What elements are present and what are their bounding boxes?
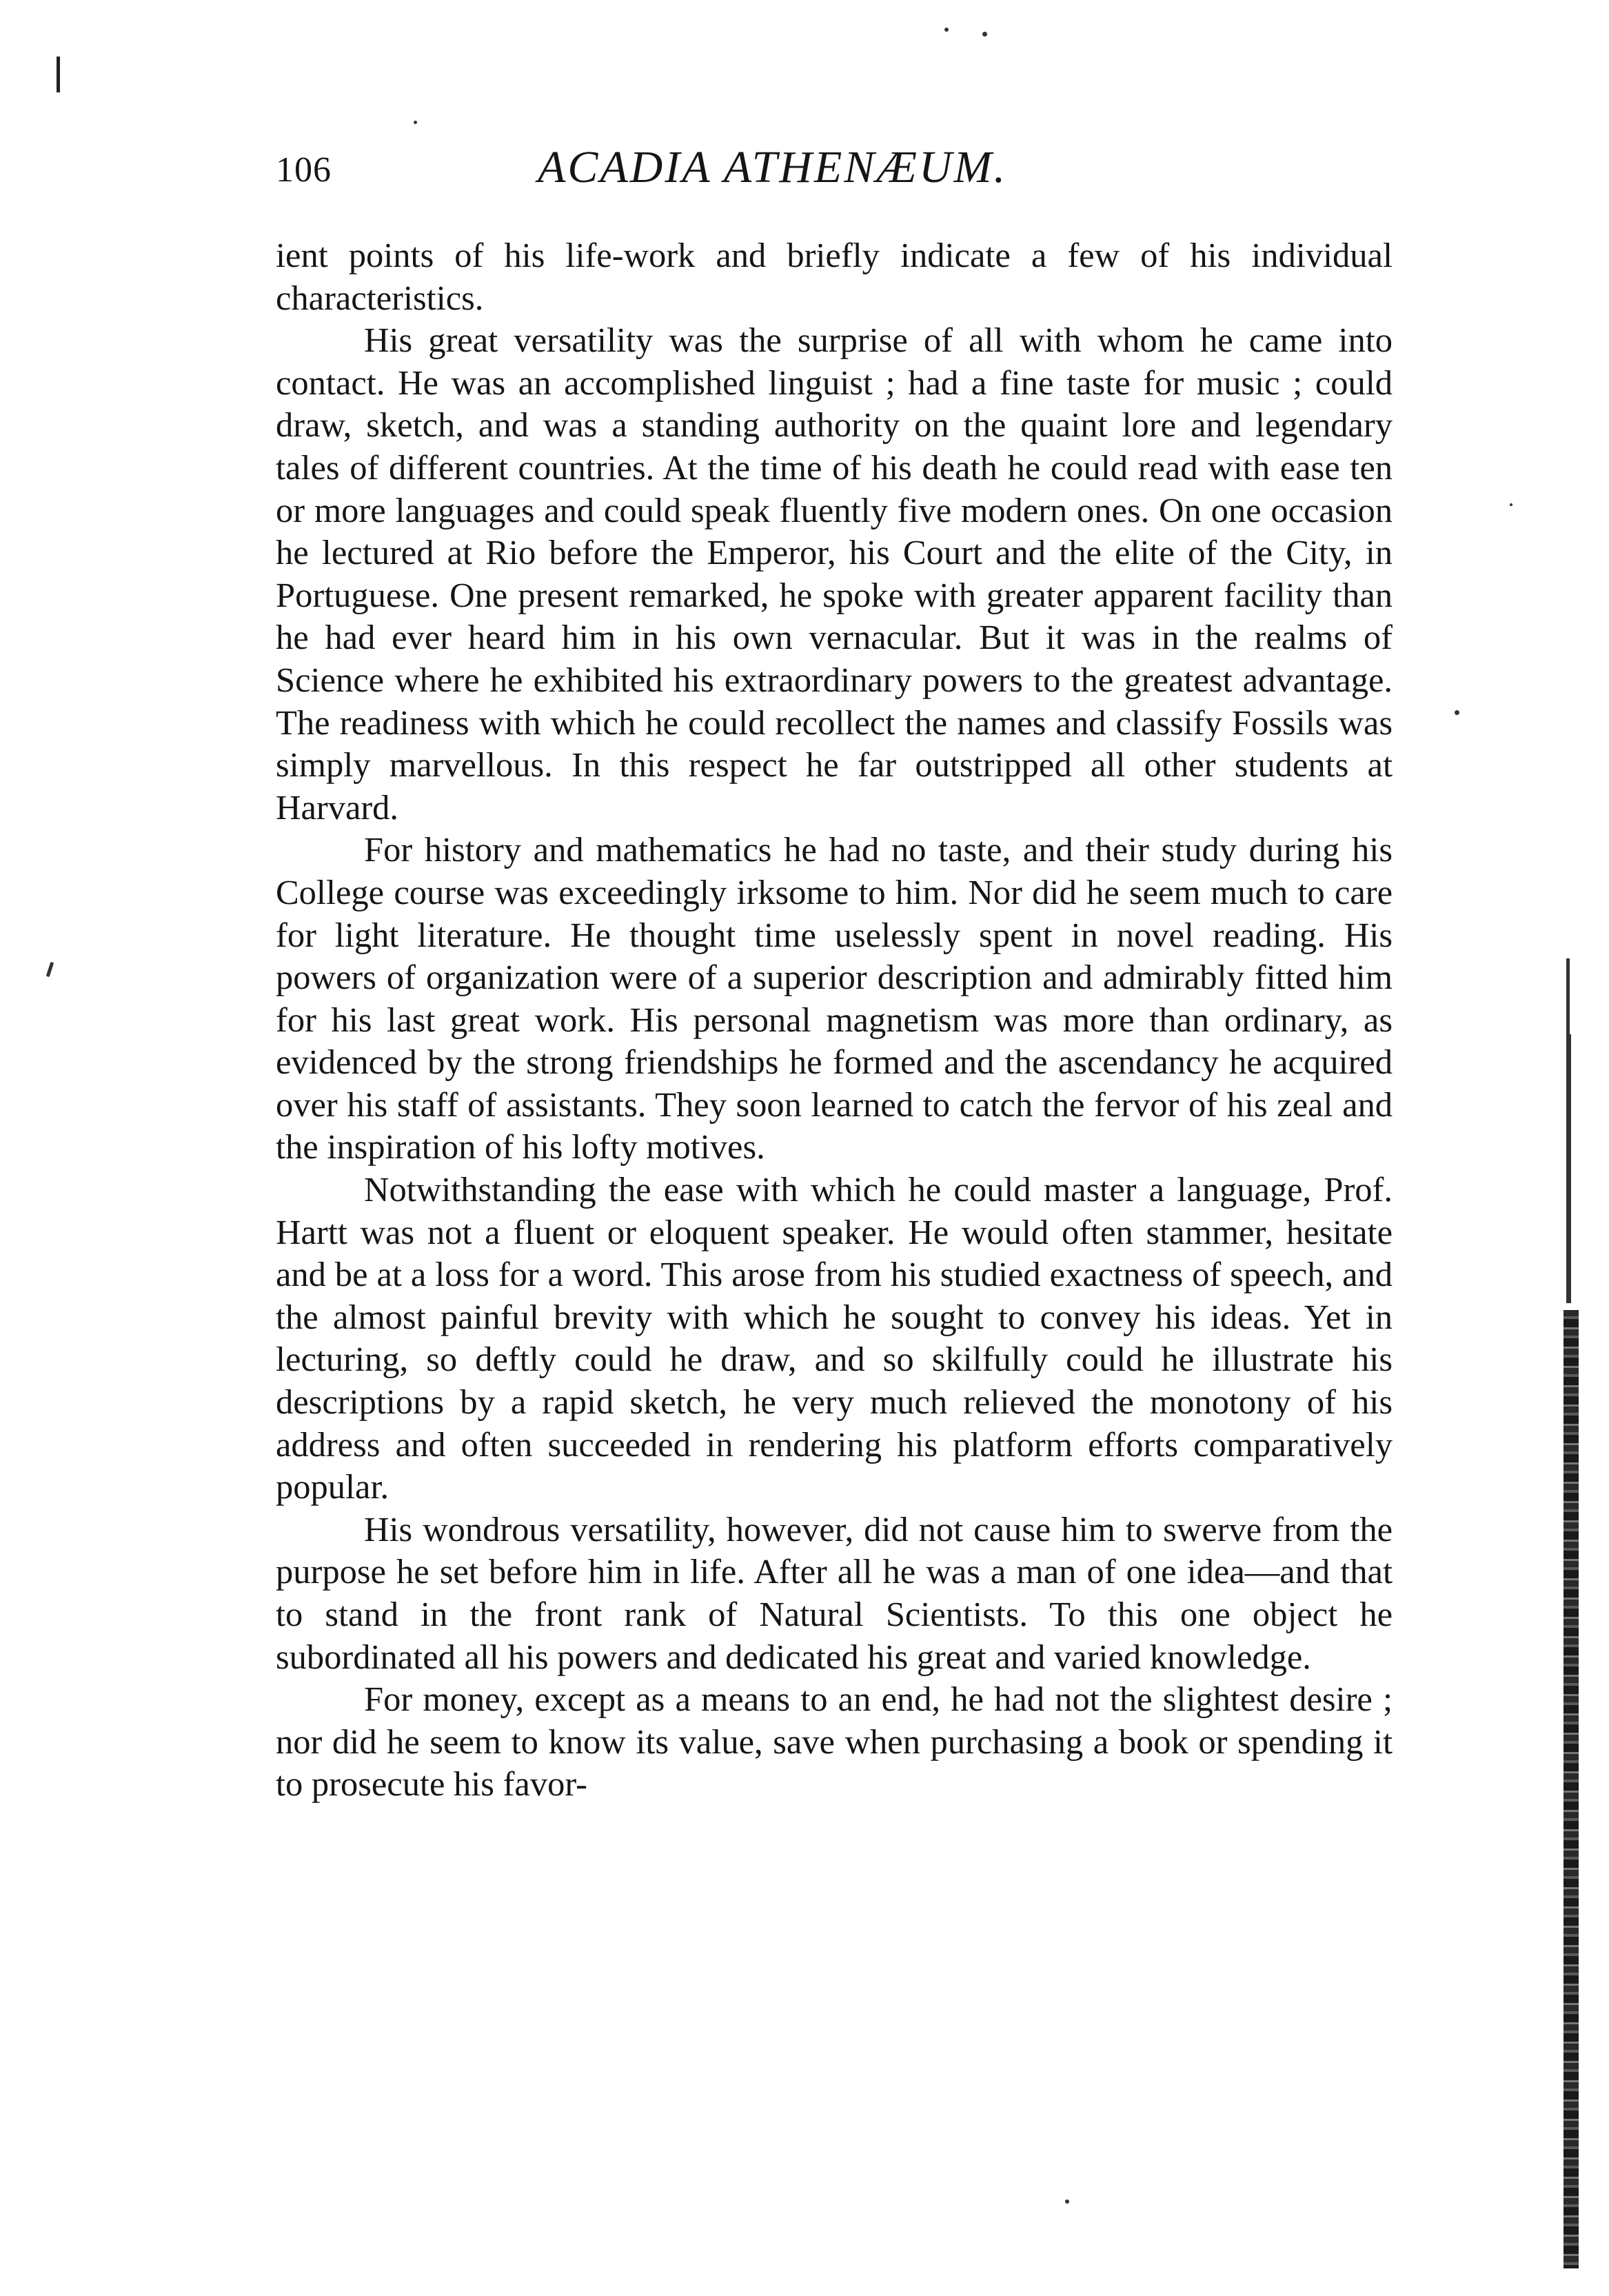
margin-tick-mark xyxy=(57,57,60,92)
article-body xyxy=(276,234,1393,1806)
speck-mark xyxy=(414,121,417,124)
speck-mark xyxy=(1510,503,1512,506)
paragraph-money: For money, except as a means to an end, he had not the slightest desire ; nor did he seem to know its value, save when purchasing a book or spending it to prosecute his favor- xyxy=(276,1680,1393,1804)
page-number: 106 xyxy=(276,150,332,190)
speck-mark xyxy=(1455,710,1459,715)
speck-mark xyxy=(46,962,54,977)
paragraph-versatility: His great versatility was the surprise of all with whom he came into contact. He was an accomplished linguist ; had a fine taste for music ; could draw, sketch, and was a standing authority on the quaint lore and legendary tales of different countries. At the time of his death he could read with ease ten or more languages and could speak fluently five modern ones. On one occasion he lectured at Rio before the Emperor, his Court and the elite of the City, in Portuguese. One present remarked, he spoke with greater apparent facility than he had ever heard him in his own vernacular. But it was in the realms of Science where he exhibited his extraordinary powers to the greatest advantage. The readiness with which he could recollect the names and classify Fossils was simply marvellous. In this respect he far outstripped all other students at Harvard. xyxy=(276,321,1393,827)
paragraph-speaker: Notwithstanding the ease with which he could master a language, Prof. Hartt was not a fluent or eloquent speaker. He would often stammer, hesitate and be at a loss for a word. This arose from his studied exactness of speech, and the almost painful brevity with which he sought to convey his ideas. Yet in lecturing, so deftly could he draw, and so skilfully could he illustrate his descriptions by a rapid sketch, he very much relieved the monotony of his address and often succeeded in rendering his platform efforts comparatively popular. xyxy=(276,1170,1393,1507)
binding-edge-line xyxy=(1566,1034,1571,1303)
binding-edge-shadow xyxy=(1564,1310,1579,2268)
paragraph-purpose: His wondrous versatility, however, did not cause him to swerve from the purpose he set before him in life. After all he was a man of one idea—and that to stand in the front rank of Natural Scientists. To this one object he subordinated all his powers and dedicated his great and varied knowledge. xyxy=(276,1509,1393,1676)
speck-mark xyxy=(1065,2199,1069,2204)
running-head xyxy=(276,141,1393,203)
paragraph-history: For history and mathematics he had no taste, and their study during his College course was exceedingly irksome to him. Nor did he seem much to care for light literature. He thought time uselessly spent in novel reading. His powers of organization were of a superior description and admirably fitted him for his last great work. His personal magnetism was more than ordinary, as evidenced by the strong friendships he formed and the ascendancy he acquired over his staff of assistants. They soon learned to catch the fervor of his zeal and the inspiration of his lofty motives. xyxy=(276,830,1393,1167)
speck-mark xyxy=(982,32,987,37)
paragraph-continuation: ient points of his life-work and briefly indicate a few of his individual characteristics. xyxy=(276,236,1393,317)
journal-title: ACADIA ATHENÆUM. xyxy=(538,142,1008,192)
speck-mark xyxy=(944,28,949,32)
